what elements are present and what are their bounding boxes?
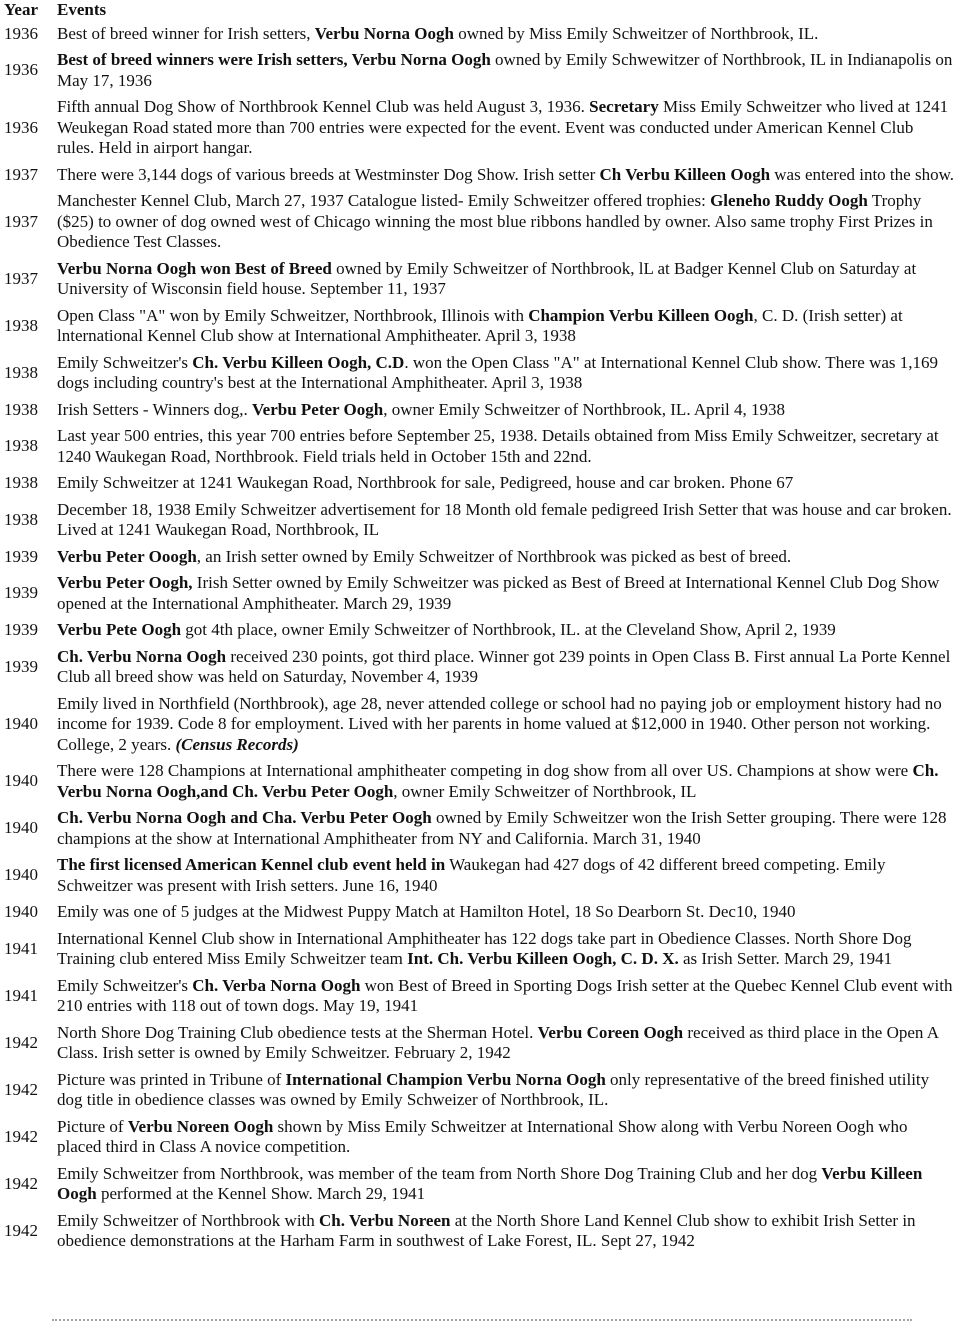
bold-text: Verbu Noreen Oogh (127, 1116, 274, 1136)
event-text: Trophy ($25) to owner of dog owned west of Chicago winning the most blue ribbons handled by owner. Also same trophy First Prizes in Obedience Test Classes. (57, 191, 933, 251)
bold-text: Ch Verbu Killeen Oogh (599, 164, 771, 184)
event-text: Fifth annual Dog Show of Northbrook Kennel Club was held August 3, 1936. (57, 97, 590, 116)
bold-text: Ch. Verbu Norna Oogh and Cha. Verbu Peter Oogh (57, 808, 432, 827)
event-cell (49, 852, 962, 899)
bold-text: Ch. Verbu Killeen Oogh, C.D (192, 352, 405, 372)
year-cell: 1938 (4, 315, 38, 335)
event-cell (49, 303, 962, 350)
event-cell (49, 94, 962, 162)
bold-text: Ch. Verbu Norna Oogh (57, 646, 227, 666)
event-text: Miss Emily Schweitzer who lived at 1241 Weukegan Road stated more than 700 entries were expected for the event. Event was conducted under American Kennel Club rules. Held in airport hangar. (57, 97, 949, 157)
event-text: Emily Schweitzer of Northbrook with (57, 1210, 320, 1230)
event-text: owned by Emily Schweitzer won the Irish Setter grouping. There were 128 champions at the show at International Amphitheater from NY and California. March 31, 1940 (57, 808, 947, 848)
bold-text: Verbu Coreen Oogh (537, 1022, 684, 1042)
table-row (0, 544, 962, 571)
bold-text: Champion Verbu Killeen Oogh (528, 305, 754, 325)
event-cell (49, 644, 962, 691)
table-row (0, 497, 962, 544)
event-text: Best of breed winner for Irish setters, (57, 23, 315, 43)
event-text: Emily lived in Northfield (Northbrook), age 28, never attended college or school had no paying job or employment history had no income for 1939. Code 8 for employment. Lived with her parents in home valued at $12,000 in 1940. Other person not working. College, 2 years. (57, 693, 942, 754)
bold-text: Gleneho Ruddy Oogh (710, 191, 868, 210)
event-text: Manchester Kennel Club, March 27, 1937 Catalogue listed- Emily Schweitzer offered trophies: (57, 191, 711, 210)
event-cell (49, 470, 962, 497)
year-cell: 1942 (4, 1032, 38, 1052)
table-row (0, 162, 962, 189)
event-cell (49, 397, 962, 424)
event-text: There were 3,144 dogs of various breeds at Westminster Dog Show. Irish setter (57, 164, 600, 184)
year-cell: 1940 (4, 865, 38, 885)
table-row (0, 691, 962, 759)
event-text: December 18, 1938 Emily Schweitzer advertisement for 18 Month old female pedigreed Irish Setter that was house and car broken. Lived at 1241 Waukegan Road, Northbrook, IL (57, 499, 952, 539)
event-cell (49, 47, 962, 94)
year-cell: 1936 (4, 117, 38, 137)
event-cell (49, 1114, 962, 1161)
events-column-header: Events (57, 0, 107, 19)
year-cell: 1936 (4, 60, 38, 80)
event-text: Emily Schweitzer at 1241 Waukegan Road, Northbrook for sale, Pedigreed, house and car broken. Phone 67 (57, 473, 794, 492)
table-row (0, 1114, 962, 1161)
bold-text: Verbu Peter Oogh, (57, 573, 193, 592)
cut-off-next-row (0, 1316, 962, 1323)
year-cell: 1940 (4, 818, 38, 838)
table-row (0, 1208, 962, 1255)
year-cell: 1942 (4, 1220, 38, 1240)
table-row (0, 617, 962, 644)
table-row (0, 852, 962, 899)
event-cell (49, 544, 962, 571)
table-row (0, 1067, 962, 1114)
table-row (0, 94, 962, 162)
event-cell (49, 570, 962, 617)
table-row (0, 397, 962, 424)
table-row (0, 1020, 962, 1067)
event-cell (49, 350, 962, 397)
event-text: only representative of the breed finished utility dog title in obedience classes was owned by Emily Schweizer of Northbrook, IL. (57, 1069, 930, 1109)
bold-text: The first licensed American Kennel club event held in (57, 855, 446, 874)
table-row (0, 256, 962, 303)
event-cell (49, 1208, 962, 1255)
table-row (0, 973, 962, 1020)
event-text: owned by Emily Schweitzer of Northbrook, lL at Badger Kennel Club on Saturday at University of Wisconsin field house. September 11, 1937 (57, 258, 917, 298)
bold-text: International Champion Verbu Norna Oogh (285, 1069, 606, 1089)
bold-text: Secretary (589, 97, 659, 116)
event-cell (49, 256, 962, 303)
year-cell: 1938 (4, 399, 38, 419)
table-row (0, 570, 962, 617)
year-cell: 1940 (4, 902, 38, 921)
year-cell: 1937 (4, 164, 38, 184)
events-table-body (0, 21, 962, 1255)
event-text: as Irish Setter. March 29, 1941 (678, 949, 893, 968)
year-cell: 1939 (4, 546, 38, 566)
event-cell (49, 926, 962, 973)
event-text: was entered into the show. (770, 164, 954, 184)
event-text: , owner Emily Schweitzer of Northbrook, IL. April 4, 1938 (383, 399, 786, 419)
bold-text: Verbu Pete Oogh (57, 620, 182, 639)
event-cell (49, 497, 962, 544)
year-cell: 1938 (4, 362, 38, 382)
event-text: Emily Schweitzer's (57, 352, 193, 372)
bold-text: Ch. Verba Norna Oogh (192, 975, 361, 995)
event-cell (49, 1020, 962, 1067)
year-cell: 1941 (4, 938, 38, 958)
bold-text: Ch. Verbu Noreen (319, 1210, 451, 1230)
event-text: at the North Shore Land Kennel Club show to exhibit Irish Setter in obedience demonstrations at the Harham Farm in southwest of Lake Forest, IL. Sept 27, 1942 (57, 1210, 916, 1250)
bold-text: Verbu Peter Ooogh (57, 546, 197, 566)
year-cell: 1939 (4, 583, 38, 603)
event-cell (49, 805, 962, 852)
event-cell (49, 1161, 962, 1208)
event-cell (49, 691, 962, 759)
event-text: Picture was printed in Tribune of (57, 1069, 286, 1089)
year-cell: 1940 (4, 771, 38, 791)
year-cell: 1942 (4, 1079, 38, 1099)
event-cell (49, 423, 962, 470)
event-text: owned by Miss Emily Schweitzer of Northbrook, IL. (453, 23, 819, 43)
event-text: Picture of (57, 1116, 128, 1136)
table-row (0, 350, 962, 397)
event-text: shown by Miss Emily Schweitzer at International Show along with Verbu Noreen Oogh who placed third in Class A novice competition. (57, 1116, 908, 1156)
event-cell (49, 162, 962, 189)
table-row (0, 805, 962, 852)
bold-text: Best of breed winners were Irish setters, Verbu Norna Oogh (57, 50, 491, 69)
event-text: North Shore Dog Training Club obedience tests at the Sherman Hotel. (57, 1022, 538, 1042)
year-cell: 1936 (4, 23, 38, 43)
event-text: There were 128 Champions at International amphitheater competing in dog show from all over US. Champions at show were (57, 761, 913, 780)
year-cell: 1938 (4, 436, 38, 456)
event-cell (49, 899, 962, 926)
event-text: got 4th place, owner Emily Schweitzer of Northbrook, IL. at the Cleveland Show, April 2, 1939 (181, 620, 836, 639)
event-text: received as third place in the Open A Class. Irish setter is owned by Emily Schweitzer. February 2, 1942 (57, 1022, 939, 1062)
table-row (0, 926, 962, 973)
event-cell (49, 21, 962, 48)
event-cell (49, 758, 962, 805)
table-row (0, 1161, 962, 1208)
year-cell: 1942 (4, 1173, 38, 1193)
event-text: owned by Emily Schwewitzer of Northbrook, IL in Indianapolis on May 17, 1936 (57, 50, 953, 90)
event-text: Irish Setter owned by Emily Schweitzer was picked as Best of Breed at International Kennel Club Dog Show opened at the International Amphitheater. March 29, 1939 (57, 573, 940, 613)
event-cell (49, 1067, 962, 1114)
table-row (0, 644, 962, 691)
event-text: performed at the Kennel Show. March 29, 1941 (96, 1184, 426, 1203)
table-row (0, 899, 962, 926)
event-text: Waukegan had 427 dogs of 42 different breed competing. Emily Schweitzer was present with Irish setters. June 16, 1940 (57, 855, 886, 895)
event-text: Emily Schweitzer's (57, 975, 193, 995)
table-row (0, 303, 962, 350)
table-row (0, 188, 962, 256)
table-row (0, 470, 962, 497)
event-cell (49, 617, 962, 644)
bold-text: Verbu Peter Oogh (251, 399, 384, 419)
table-row (0, 758, 962, 805)
bold-text: Verbu Norna Oogh (314, 23, 454, 43)
bold-text: Int. Ch. Verbu Killeen Oogh, C. D. X. (407, 949, 679, 968)
year-cell: 1938 (4, 509, 38, 529)
event-text: . won the Open Class "A" at International Kennel Club show. There was 1,169 dogs including country's best at the International Amphitheater. April 3, 1938 (57, 352, 939, 392)
bold-text: Ch. Verbu Norna Oogh,and Ch. Verbu Peter Oogh (57, 761, 939, 801)
event-text: Last year 500 entries, this year 700 entries before September 25, 1938. Details obtained from Miss Emily Schweitzer, secretary at 1240 Waukegan Road, Northbrook. Field trials held in October 15th and 22nd. (57, 426, 939, 466)
event-text: , owner Emily Schweitzer of Northbrook, IL (393, 781, 697, 801)
event-text: , an Irish setter owned by Emily Schweitzer of Northbrook was picked as best of breed. (196, 546, 792, 566)
event-cell (49, 188, 962, 256)
event-text: Emily Schweitzer from Northbrook, was member of the team from North Shore Dog Training Club and her dog (57, 1163, 822, 1183)
table-row (0, 47, 962, 94)
year-column-header: Year (4, 0, 38, 19)
event-text: won Best of Breed in Sporting Dogs Irish setter at the Quebec Kennel Club event with 210 entries with 118 out of town dogs. May 19, 1941 (57, 975, 953, 1015)
year-cell: 1941 (4, 985, 38, 1005)
bold-text: Verbu Killeen Oogh (57, 1163, 923, 1203)
year-cell: 1939 (4, 620, 38, 639)
year-cell: 1942 (4, 1126, 38, 1146)
year-cell: 1937 (4, 211, 38, 231)
year-cell: 1938 (4, 473, 38, 492)
year-cell: 1940 (4, 714, 38, 733)
year-cell: 1937 (4, 268, 38, 288)
table-row (0, 21, 962, 48)
event-text: , C. D. (Irish setter) at lnternational Kennel Club show at International Amphitheater. April 3, 1938 (57, 305, 903, 345)
event-text: received 230 points, got third place. Winner got 239 points in Open Class B. First annual La Porte Kennel Club all breed show was held on Saturday, November 4, 1939 (57, 646, 951, 686)
table-row (0, 423, 962, 470)
event-text: Emily was one of 5 judges at the Midwest Puppy Match at Hamilton Hotel, 18 So Dearborn St. Dec10, 1940 (57, 902, 796, 921)
event-text: Irish Setters - Winners dog,. (57, 399, 252, 419)
year-cell: 1939 (4, 656, 38, 676)
event-cell (49, 973, 962, 1020)
header-row (0, 0, 962, 21)
event-text: Open Class "A" won by Emily Schweitzer, Northbrook, Illinois with (57, 305, 529, 325)
bold-text: Verbu Norna Oogh won Best of Breed (57, 258, 332, 278)
event-text: International Kennel Club show in International Amphitheater has 122 dogs take part in Obedience Classes. North Shore Dog Training club entered Miss Emily Schweitzer team (57, 928, 912, 968)
bold-text: (Census Records) (175, 734, 299, 754)
